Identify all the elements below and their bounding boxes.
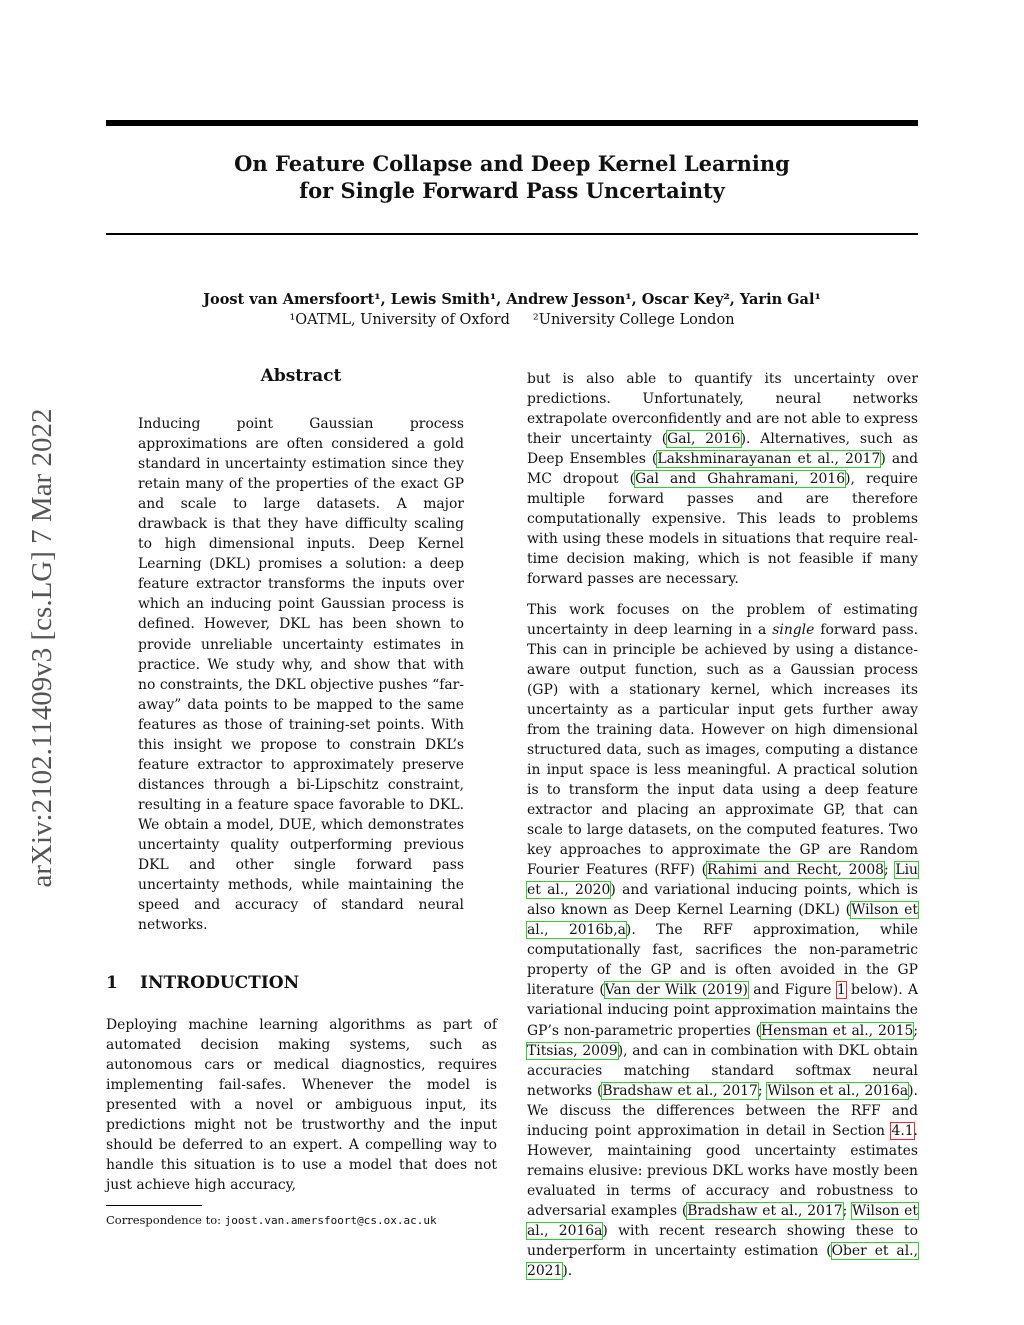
figure-ref-link[interactable]: 1: [836, 982, 846, 999]
footnote-rule: [106, 1205, 202, 1206]
citation-link[interactable]: Lakshminarayanan et al., 2017: [657, 451, 881, 468]
author-affiliations: ¹OATML, University of Oxford ²University College London: [289, 312, 735, 328]
citation-link[interactable]: Wilson et al., 2016a: [527, 1202, 918, 1239]
arxiv-sidebar-stamp: arXiv:2102.11409v3 [cs.LG] 7 Mar 2022: [26, 408, 58, 888]
citation-link[interactable]: Wilson et al., 2016b,a: [527, 902, 918, 939]
citation-link[interactable]: Gal, 2016: [667, 431, 741, 448]
section-ref-link[interactable]: 4.1: [891, 1122, 914, 1139]
right-column: [527, 369, 918, 1281]
title-line-1: On Feature Collapse and Deep Kernel Learning: [234, 151, 790, 176]
citation-link[interactable]: Bradshaw et al., 2017: [687, 1202, 843, 1219]
citation-link[interactable]: Titsias, 2009: [527, 1042, 618, 1059]
citation-link[interactable]: Wilson et al., 2016a: [767, 1082, 909, 1099]
citation-link[interactable]: Liu et al., 2020: [527, 862, 918, 899]
footnote-label: Correspondence to:: [106, 1213, 222, 1227]
citation-link[interactable]: Rahimi and Recht, 2008: [707, 862, 884, 879]
section-heading-introduction: [106, 973, 299, 993]
author-block: [106, 290, 918, 330]
section-number: 1: [106, 973, 118, 993]
paper-title: [106, 150, 918, 204]
title-line-2: for Single Forward Pass Uncertainty: [299, 178, 725, 203]
author-names: Joost van Amersfoort¹, Lewis Smith¹, Andrew Jesson¹, Oscar Key², Yarin Gal¹: [203, 291, 821, 308]
right-paragraph-2: This work focuses on the problem of estimating uncertainty in deep learning in a single forward pass. This can in principle be achieved by using a distance-aware output function, such as a Gaussian process (GP) with a stationary kernel, which increases its uncertainty as a particular input gets further away from the training data. However on high dimensional structured data, such as images, computing a distance in input space is less meaningful. A practical solution is to transform the input data using a deep feature extractor and placing an approximate GP, that can scale to large datasets, on the computed features. Two key approaches to approximate the GP are Random Fourier Features (RFF) (Rahimi and Recht, 2008; Liu et al., 2020) and variational inducing points, which is also known as Deep Kernel Learning (DKL) (Wilson et al., 2016b,a). The RFF approximation, while computationally fast, sacrifices the non-parametric property of the GP and is often avoided in the GP literature (Van der Wilk (2019) and Figure 1 below). A variational inducing point approximation maintains the GP’s non-parametric properties (Hensman et al., 2015; Titsias, 2009), and can in combination with DKL obtain accuracies matching standard softmax neural networks (Bradshaw et al., 2017; Wilson et al., 2016a). We discuss the differences between the RFF and inducing point approximation in detail in Section 4.1. However, maintaining good uncertainty estimates remains elusive: previous DKL works have mostly been evaluated in terms of accuracy and robustness to adversarial examples (Bradshaw et al., 2017; Wilson et al., 2016a) with recent research showing these to underperform in uncertainty estimation (Ober et al., 2021).: [527, 601, 918, 1280]
abstract-body: [138, 414, 464, 935]
citation-link[interactable]: Bradshaw et al., 2017: [602, 1082, 758, 1099]
intro-paragraph: Deploying machine learning algorithms as part of automated decision making systems, such as autonomous cars or medical diagnostics, requires implementing fail-safes. Whenever the model is presented with a novel or ambiguous input, its predictions might not be trustworthy and the input should be deferred to an expert. A compelling way to handle this situation is to use a model that does not just achieve high accuracy,: [106, 1017, 497, 1194]
citation-link[interactable]: Ober et al., 2021: [527, 1243, 918, 1280]
title-top-rule: [106, 120, 918, 126]
footnote: [106, 1213, 437, 1227]
citation-link[interactable]: Hensman et al., 2015: [761, 1022, 914, 1039]
right-paragraph-1: but is also able to quantify its uncertainty over predictions. Unfortunately, neural networks extrapolate overconfidently and are not able to express their uncertainty (Gal, 2016). Alternatives, such as Deep Ensembles (Lakshminarayanan et al., 2017) and MC dropout (Gal and Ghahramani, 2016), require multiple forward passes and are therefore computationally expensive. This leads to problems with using these models in situations that require real-time decision making, which is not feasible if many forward passes are necessary.: [527, 371, 918, 588]
title-bottom-rule: [106, 233, 918, 235]
citation-link[interactable]: Van der Wilk (2019): [604, 982, 748, 999]
abstract-heading: Abstract: [260, 366, 342, 386]
abstract-text: Inducing point Gaussian process approximations are often considered a gold standard in uncertainty estimation since they retain many of the properties of the exact GP and scale to large datasets. A major drawback is that they have difficulty scaling to high dimensional inputs. Deep Kernel Learning (DKL) promises a solution: a deep feature extractor transforms the inputs over which an inducing point Gaussian process is defined. However, DKL has been shown to provide unreliable uncertainty estimates in practice. We study why, and show that with no constraints, the DKL objective pushes “far-away” data points to be mapped to the same features as those of training-set points. With this insight we propose to constrain DKL’s feature extractor to approximately preserve distances through a bi-Lipschitz constraint, resulting in a feature space favorable to DKL. We obtain a model, DUE, which demonstrates uncertainty quality outperforming previous DKL and other single forward pass uncertainty methods, while maintaining the speed and accuracy of standard neural networks.: [138, 416, 464, 934]
section-title: INTRODUCTION: [140, 973, 300, 993]
footnote-email[interactable]: joost.van.amersfoort@cs.ox.ac.uk: [224, 1214, 437, 1227]
intro-left-column: [106, 1015, 497, 1195]
citation-link[interactable]: Gal and Ghahramani, 2016: [635, 471, 846, 488]
